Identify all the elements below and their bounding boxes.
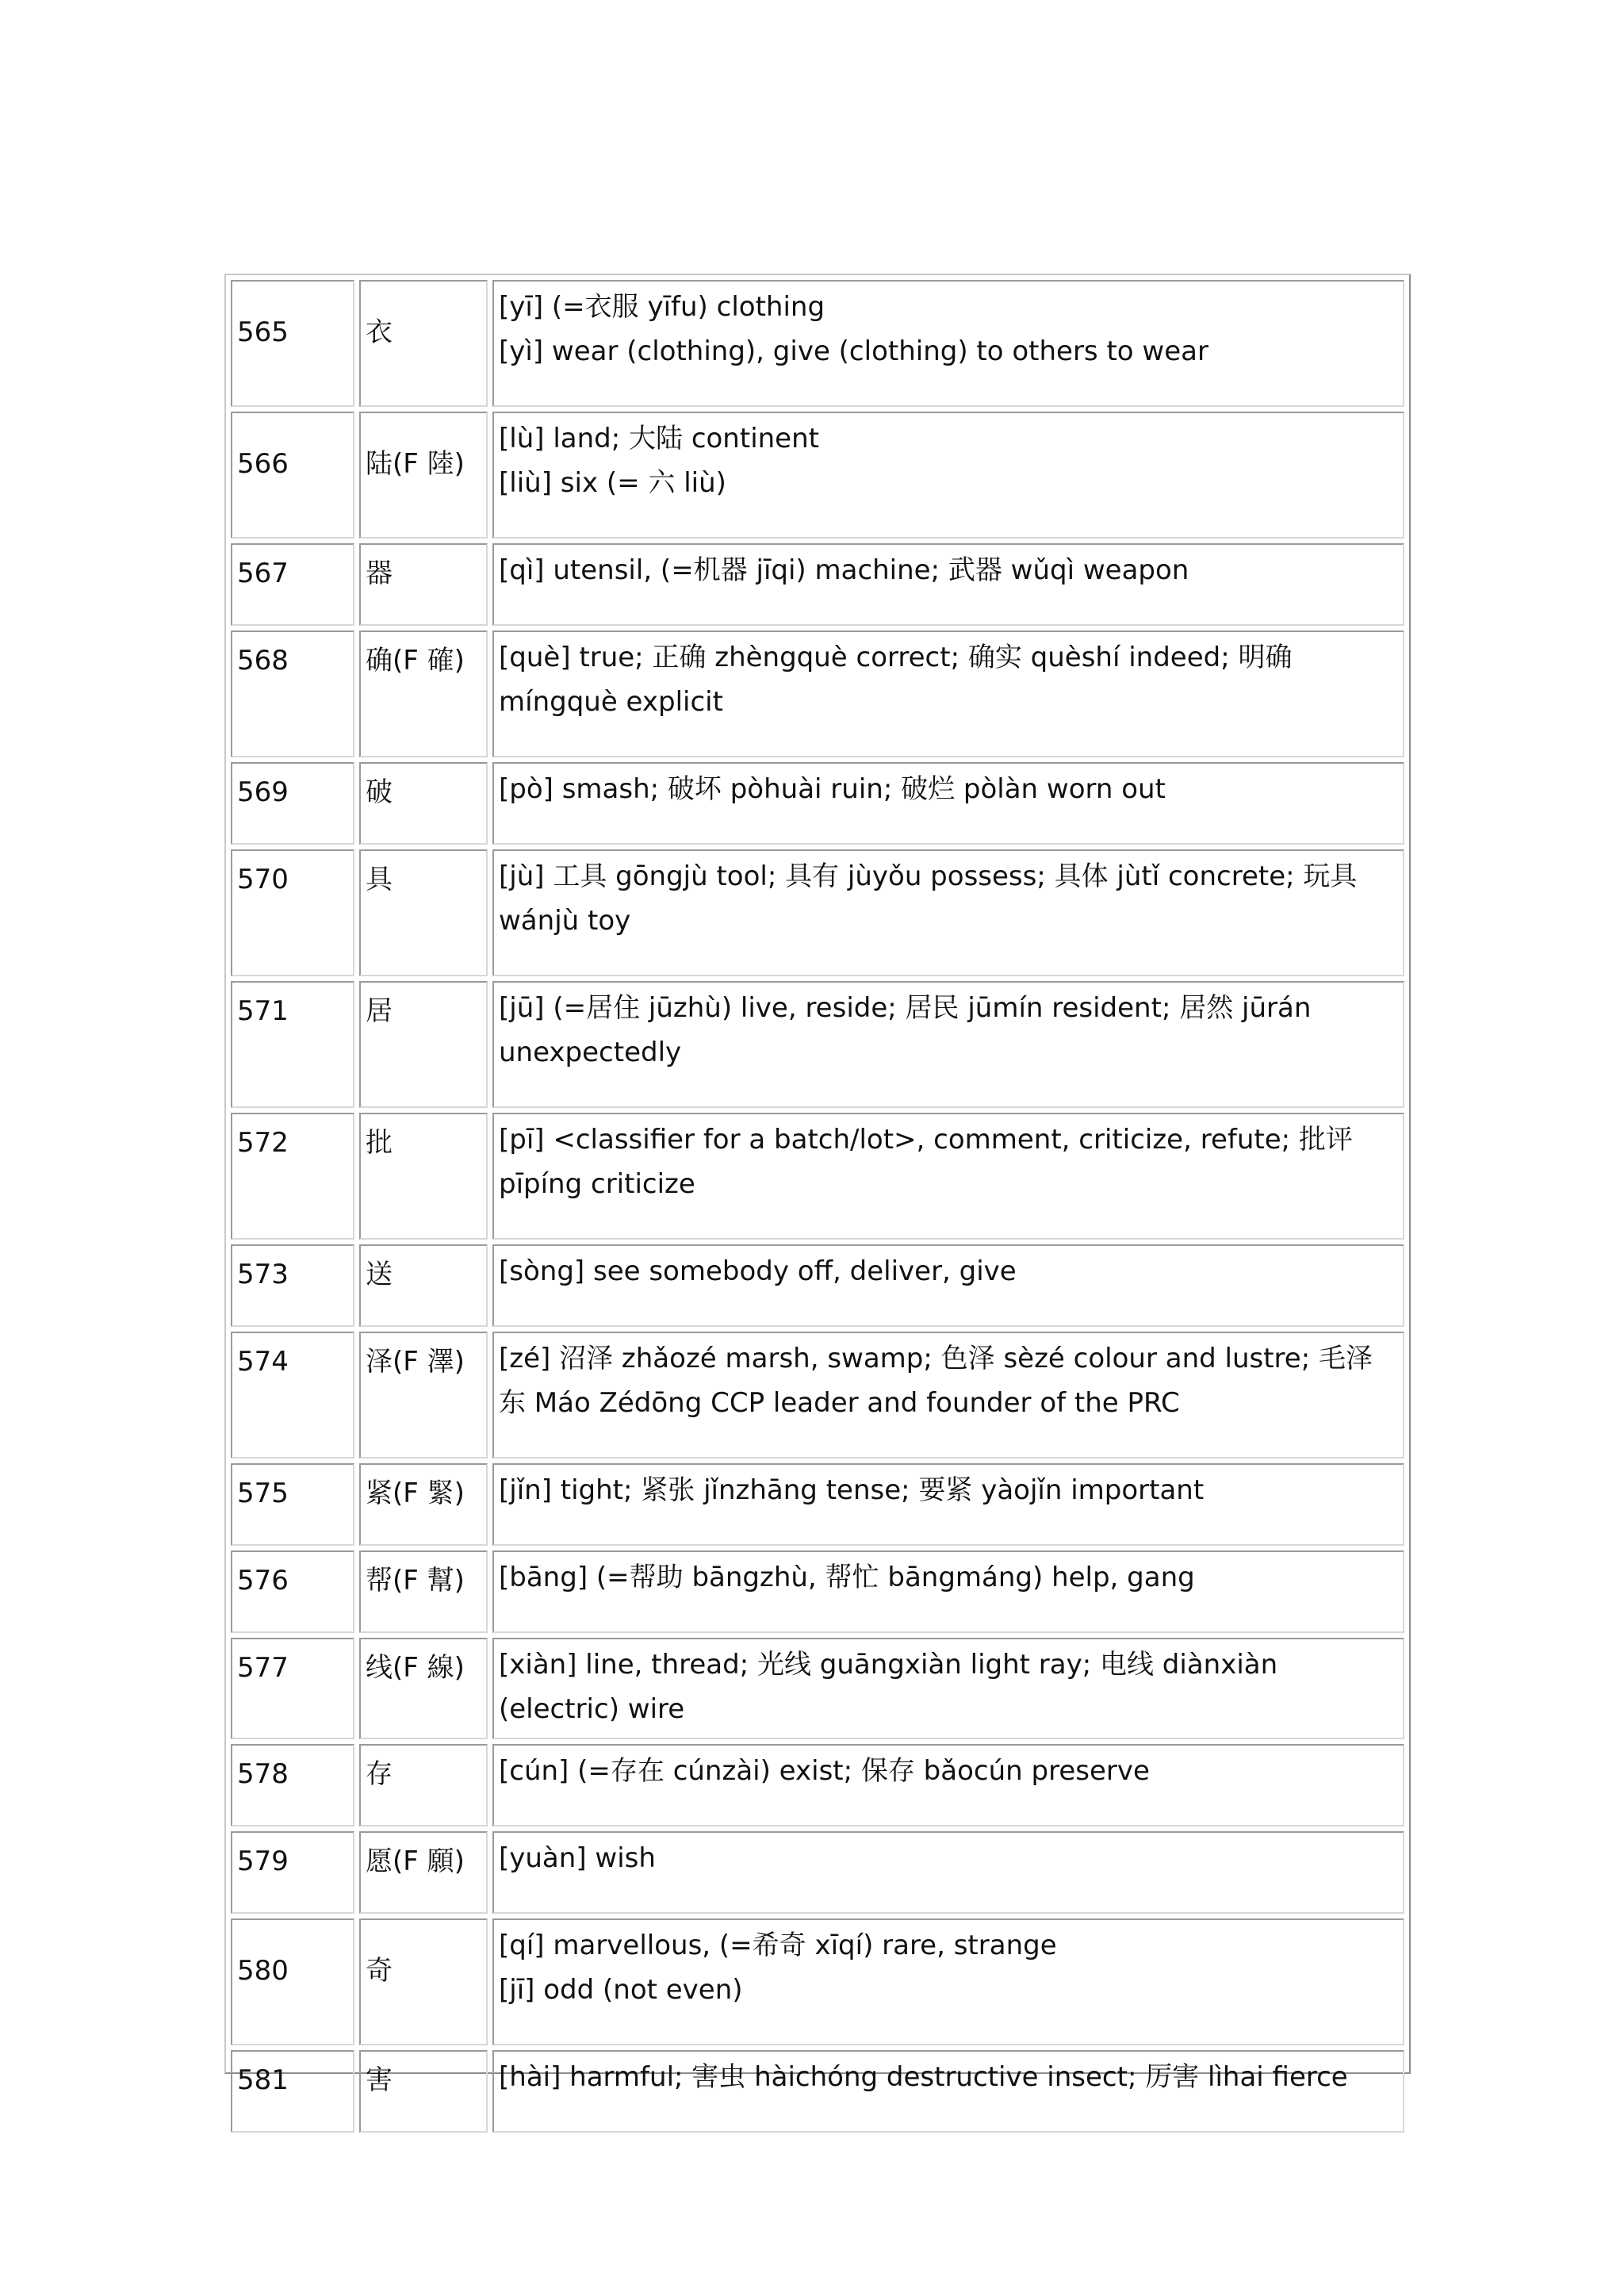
entry-number: 580 [231,1918,354,2045]
table-row [231,1244,1404,1327]
entry-definition [492,849,1404,976]
entry-definition [492,1550,1404,1633]
definition-line: [pò] smash; 破坏 pòhuài ruin; 破烂 pòlàn worn out [499,773,1166,805]
definition-line: [qí] marvellous, (=希奇 xīqí) rare, strange [499,1930,1057,1961]
entry-number: 565 [231,280,354,407]
entry-character: 器 [359,543,488,626]
entry-definition [492,1831,1404,1914]
entry-character: 线(F 線) [359,1638,488,1739]
entry-character: 批 [359,1113,488,1240]
entry-definition [492,762,1404,845]
table-row [231,1831,1404,1914]
definition-line: [què] true; 正确 zhèngquè correct; 确实 quèshí indeed; 明确 míngquè explicit [499,642,1293,718]
table-row [231,1638,1404,1739]
table-row [231,849,1404,976]
definition-line: [jī] odd (not even) [499,1974,743,2006]
entry-definition [492,981,1404,1108]
entry-number: 572 [231,1113,354,1240]
entry-character: 紧(F 緊) [359,1463,488,1546]
vocabulary-table-body [231,280,1404,2133]
table-row [231,412,1404,539]
definition-line: [pī] <classifier for a batch/lot>, comment, criticize, refute; 批评 pīpíng criticize [499,1124,1353,1200]
entry-definition [492,1918,1404,2045]
table-row [231,631,1404,757]
entry-number: 566 [231,412,354,539]
entry-character: 泽(F 澤) [359,1332,488,1458]
table-row [231,1463,1404,1546]
definition-line: [lù] land; 大陆 continent [499,423,819,454]
definition-line: [hài] harmful; 害虫 hàichóng destructive insect; 厉害 lìhai fierce [499,2061,1348,2093]
entry-character: 奇 [359,1918,488,2045]
definition-line: [jǐn] tight; 紧张 jǐnzhāng tense; 要紧 yàojǐn important [499,1474,1205,1506]
entry-number: 567 [231,543,354,626]
definition-line: [yuàn] wish [499,1842,656,1874]
entry-character: 帮(F 幫) [359,1550,488,1633]
entry-definition [492,1638,1404,1739]
entry-definition [492,2050,1404,2133]
entry-character: 送 [359,1244,488,1327]
entry-number: 577 [231,1638,354,1739]
definition-line: [liù] six (= 六 liù) [499,467,726,499]
definition-line: [xiàn] line, thread; 光线 guāngxiàn light ray; 电线 diànxiàn (electric) wire [499,1649,1278,1725]
entry-character: 具 [359,849,488,976]
entry-definition [492,1332,1404,1458]
definition-line: [jū] (=居住 jūzhù) live, reside; 居民 jūmín resident; 居然 jūrán unexpectedly [499,992,1312,1068]
entry-number: 579 [231,1831,354,1914]
vocabulary-table [226,275,1409,2137]
entry-number: 578 [231,1744,354,1826]
entry-character: 确(F 確) [359,631,488,757]
entry-definition [492,412,1404,539]
entry-number: 569 [231,762,354,845]
table-row [231,1744,1404,1826]
definition-line: [jù] 工具 gōngjù tool; 具有 jùyǒu possess; 具体 jùtǐ concrete; 玩具 wánjù toy [499,861,1358,937]
entry-character: 居 [359,981,488,1108]
entry-character: 存 [359,1744,488,1826]
entry-character: 愿(F 願) [359,1831,488,1914]
entry-number: 571 [231,981,354,1108]
table-row [231,762,1404,845]
table-row [231,981,1404,1108]
entry-number: 576 [231,1550,354,1633]
definition-line: [qì] utensil, (=机器 jīqi) machine; 武器 wǔqì weapon [499,554,1189,586]
entry-definition [492,631,1404,757]
definition-line: [zé] 沼泽 zhǎozé marsh, swamp; 色泽 sèzé colour and lustre; 毛泽东 Máo Zédōng CCP leader and founder of the PRC [499,1343,1373,1419]
entry-definition [492,1463,1404,1546]
table-row [231,280,1404,407]
entry-definition [492,1113,1404,1240]
definition-line: [sòng] see somebody off, deliver, give [499,1255,1017,1287]
entry-character: 害 [359,2050,488,2133]
entry-character: 衣 [359,280,488,407]
table-row [231,1918,1404,2045]
entry-number: 570 [231,849,354,976]
entry-number: 574 [231,1332,354,1458]
definition-line: [bāng] (=帮助 bāngzhù, 帮忙 bāngmáng) help, gang [499,1562,1195,1593]
entry-definition [492,1744,1404,1826]
table-row [231,1113,1404,1240]
entry-character: 陆(F 陸) [359,412,488,539]
definition-line: [yì] wear (clothing), give (clothing) to others to wear [499,335,1208,367]
definition-line: [yī] (=衣服 yīfu) clothing [499,291,825,323]
entry-definition [492,1244,1404,1327]
table-row [231,543,1404,626]
table-row [231,1332,1404,1458]
table-row [231,2050,1404,2133]
table-row [231,1550,1404,1633]
entry-number: 568 [231,631,354,757]
entry-number: 575 [231,1463,354,1546]
entry-definition [492,280,1404,407]
entry-definition [492,543,1404,626]
entry-number: 581 [231,2050,354,2133]
entry-character: 破 [359,762,488,845]
definition-line: [cún] (=存在 cúnzài) exist; 保存 bǎocún preserve [499,1755,1150,1787]
entry-number: 573 [231,1244,354,1327]
